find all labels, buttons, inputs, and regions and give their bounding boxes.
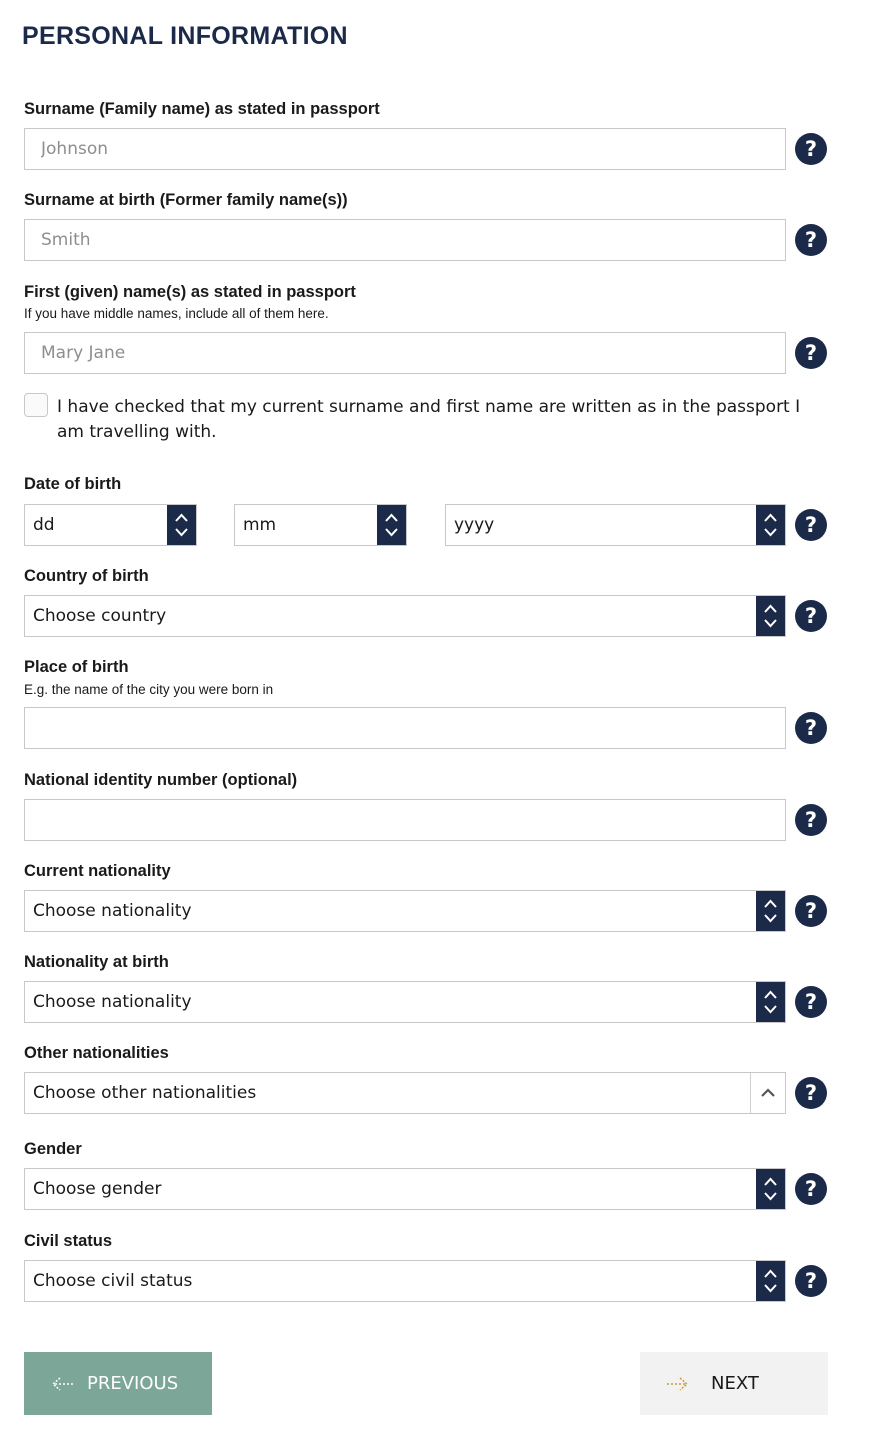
chevron-up-icon[interactable] [759, 1084, 777, 1102]
national-id-input[interactable] [25, 800, 785, 840]
first-name-field[interactable] [24, 332, 786, 374]
other-nationalities-select[interactable]: Choose other nationalities [24, 1072, 786, 1114]
chevron-up-down-icon[interactable] [167, 505, 196, 545]
gender-select[interactable]: Choose gender [24, 1168, 786, 1210]
current-nationality-label: Current nationality [24, 862, 171, 880]
other-nationalities-help-icon[interactable]: ? [795, 1077, 827, 1109]
previous-button[interactable] [24, 1352, 212, 1415]
confirm-name-label: I have checked that my current surname and first name are written as in the passport I am travelling with. [57, 397, 801, 442]
first-name-label: First (given) name(s) as stated in passport [24, 283, 356, 301]
page-title: PERSONAL INFORMATION [22, 22, 348, 50]
dob-month-select[interactable]: mm [234, 504, 407, 546]
arrow-left-icon [49, 1374, 75, 1394]
chevron-up-down-icon[interactable] [377, 505, 406, 545]
chevron-up-down-icon[interactable] [756, 1169, 785, 1209]
surname-input[interactable] [25, 129, 785, 169]
surname-birth-field[interactable] [24, 219, 786, 261]
place-birth-field[interactable] [24, 707, 786, 749]
country-birth-select[interactable]: Choose country [24, 595, 786, 637]
surname-birth-label: Surname at birth (Former family name(s)) [24, 191, 348, 209]
surname-field[interactable] [24, 128, 786, 170]
gender-label: Gender [24, 1140, 82, 1158]
dob-help-icon[interactable]: ? [795, 509, 827, 541]
next-button-label: NEXT [711, 1373, 759, 1394]
dob-label: Date of birth [24, 475, 122, 493]
country-birth-label: Country of birth [24, 567, 149, 585]
dob-year-select[interactable]: yyyy [445, 504, 786, 546]
chevron-up-down-icon[interactable] [756, 505, 785, 545]
nationality-birth-select[interactable]: Choose nationality [24, 981, 786, 1023]
civil-status-label: Civil status [24, 1232, 113, 1250]
civil-status-help-icon[interactable]: ? [795, 1265, 827, 1297]
divider [750, 1073, 751, 1113]
nationality-birth-label: Nationality at birth [24, 953, 169, 971]
place-birth-help-icon[interactable]: ? [795, 712, 827, 744]
surname-help-icon[interactable]: ? [795, 133, 827, 165]
next-button[interactable] [640, 1352, 828, 1415]
arrow-right-icon [665, 1374, 691, 1394]
first-name-input[interactable] [25, 333, 785, 373]
first-name-hint: If you have middle names, include all of them here. [24, 306, 329, 321]
dob-day-select[interactable]: dd [24, 504, 197, 546]
current-nationality-select[interactable]: Choose nationality [24, 890, 786, 932]
surname-label: Surname (Family name) as stated in passport [24, 100, 380, 118]
chevron-up-down-icon[interactable] [756, 1261, 785, 1301]
civil-status-select[interactable]: Choose civil status [24, 1260, 786, 1302]
national-id-label: National identity number (optional) [24, 771, 298, 789]
chevron-up-down-icon[interactable] [756, 982, 785, 1022]
nationality-birth-help-icon[interactable]: ? [795, 986, 827, 1018]
current-nationality-help-icon[interactable]: ? [795, 895, 827, 927]
national-id-help-icon[interactable]: ? [795, 804, 827, 836]
national-id-field[interactable] [24, 799, 786, 841]
previous-button-label: PREVIOUS [87, 1373, 179, 1394]
chevron-up-down-icon[interactable] [756, 596, 785, 636]
gender-help-icon[interactable]: ? [795, 1173, 827, 1205]
first-name-help-icon[interactable]: ? [795, 337, 827, 369]
country-birth-help-icon[interactable]: ? [795, 600, 827, 632]
place-birth-label: Place of birth [24, 658, 129, 676]
surname-birth-input[interactable] [25, 220, 785, 260]
confirm-name-checkbox[interactable] [24, 393, 48, 417]
other-nationalities-label: Other nationalities [24, 1044, 169, 1062]
surname-birth-help-icon[interactable]: ? [795, 224, 827, 256]
place-birth-input[interactable] [25, 708, 785, 748]
chevron-up-down-icon[interactable] [756, 891, 785, 931]
place-birth-hint: E.g. the name of the city you were born in [24, 682, 274, 697]
